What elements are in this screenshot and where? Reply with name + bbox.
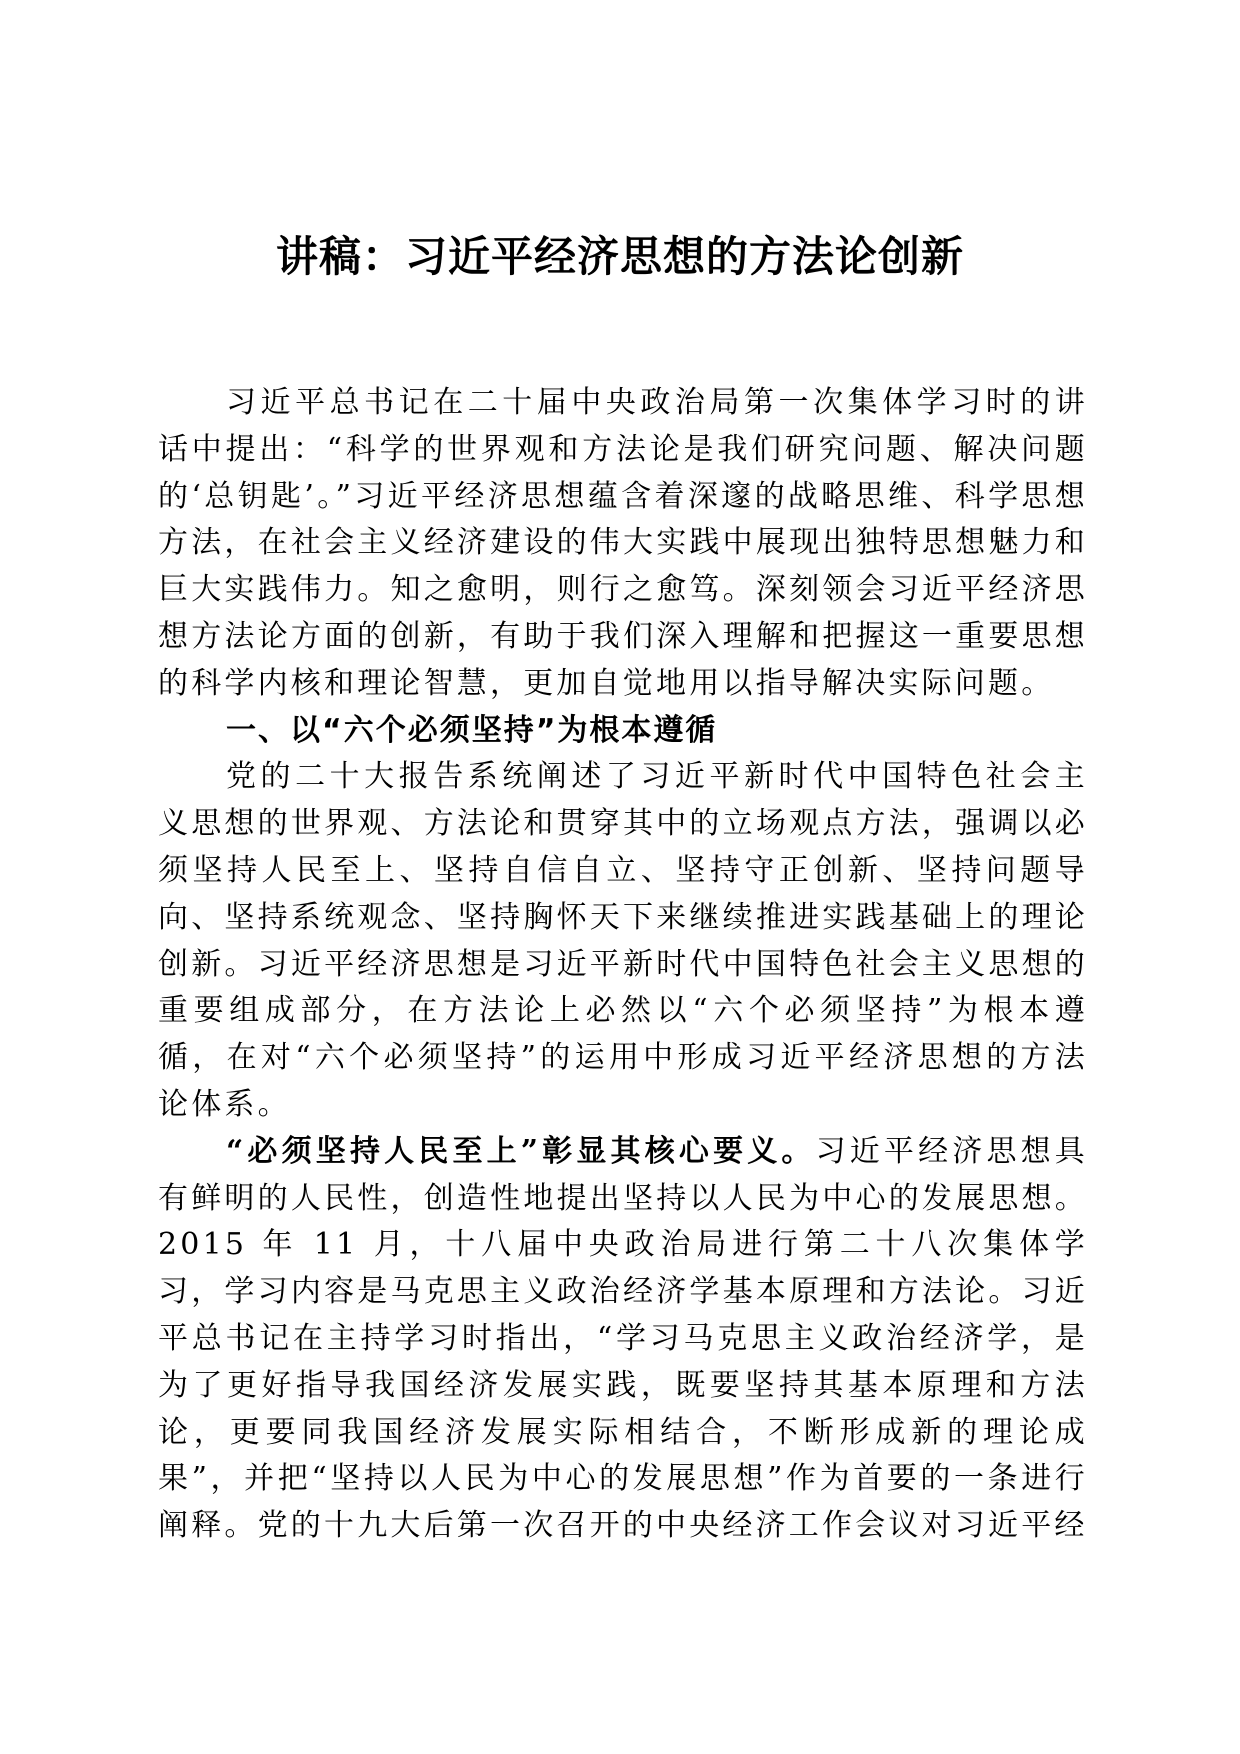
document-title: 讲稿：习近平经济思想的方法论创新: [275, 232, 964, 281]
paragraph-six-principles: 党的二十大报告系统阐述了习近平新时代中国特色社会主义思想的世界观、方法论和贯穿其中的立场观点方法，强调以必须坚持人民至上、坚持自信自立、坚持守正创新、坚持问题导向、坚持系统观念、坚持胸怀天下来继续推进实践基础上的理论创新。习近平经济思想是习近平新时代中国特色社会主义思想的重要组成部分，在方法论上必然以“六个必须坚持”为根本遵循，在对“六个必须坚持”的运用中形成习近平经济思想的方法论体系。: [158, 759, 1088, 1122]
paragraph-intro: 习近平总书记在二十届中央政治局第一次集体学习时的讲话中提出：“科学的世界观和方法论是我们研究问题、解决问题的‘总钥匙’。”习近平经济思想蕴含着深邃的战略思维、科学思想方法，在社会主义经济建设的伟大实践中展现出独特思想魅力和巨大实践伟力。知之愈明，则行之愈笃。深刻领会习近平经济思想方法论方面的创新，有助于我们深入理解和把握这一重要思想的科学内核和理论智慧，更加自觉地用以指导解决实际问题。: [158, 385, 1088, 701]
paragraph-lead: “必须坚持人民至上”彰显其核心要义。: [226, 1133, 816, 1169]
paragraph-people-first: [158, 1129, 1088, 1550]
document-body: [158, 380, 1088, 1550]
paragraph-people-first-text: 习近平经济思想具有鲜明的人民性，创造性地提出坚持以人民为中心的发展思想。2015 年 11 月，十八届中央政治局进行第二十八次集体学习，学习内容是马克思主义政治经济学基本原理和方法论。习近平总书记在主持学习时指出，“学习马克思主义政治经济学，是为了更好指导我国经济发展实践，既要坚持其基本原理和方法论，更要同我国经济发展实际相结合，不断形成新的理论成果”，并把“坚持以人民为中心的发展思想”作为首要的一条进行阐释。党的十九大后第一次召开的中央经济工作会议对习近平经: [158, 1133, 1088, 1544]
section-heading-1: 一、以“六个必须坚持”为根本遵循: [226, 712, 718, 748]
